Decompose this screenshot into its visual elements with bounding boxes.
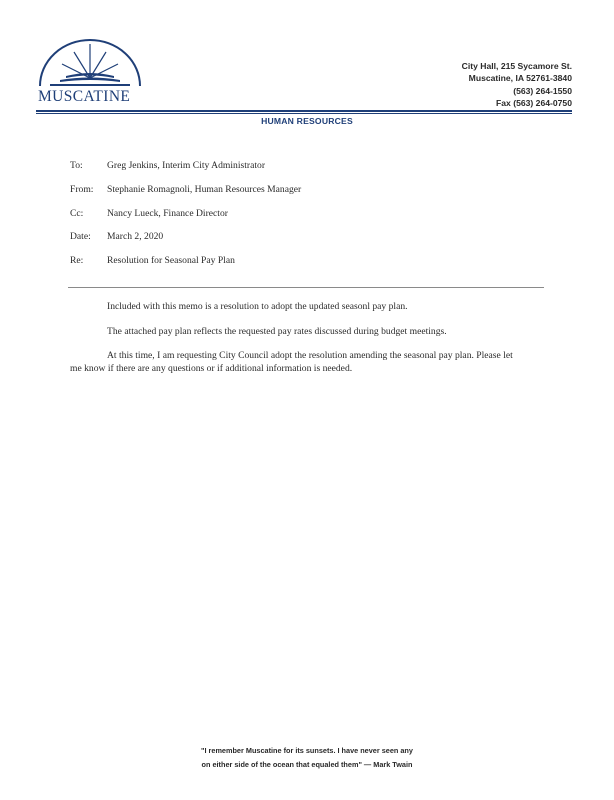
body-paragraph-1: Included with this memo is a resolution to adopt the updated seasonl pay plan.	[107, 301, 408, 312]
address-block	[372, 60, 572, 109]
memo-from-value: Stephanie Romagnoli, Human Resources Manager	[107, 184, 302, 195]
memo-from	[70, 184, 301, 195]
body-paragraph-3-line1: At this time, I am requesting City Council adopt the resolution amending the seasonal pay plan. Please let	[107, 350, 513, 361]
body-paragraph-3-line2: me know if there are any questions or if additional information is needed.	[70, 363, 353, 374]
memo-to-label: To:	[70, 160, 83, 171]
header-rule	[36, 110, 572, 112]
memo-from-label: From:	[70, 184, 94, 195]
memo-cc	[70, 208, 228, 219]
memo-to	[70, 160, 265, 171]
memo-date	[70, 231, 163, 242]
address-fax: Fax (563) 264-0750	[496, 97, 572, 108]
memo-cc-label: Cc:	[70, 208, 84, 219]
sunset-emblem-icon	[36, 38, 144, 90]
address-line2: Muscatine, IA 52761-3840	[468, 73, 572, 84]
memo-to-value: Greg Jenkins, Interim City Administrator	[107, 160, 266, 171]
department-title: HUMAN RESOURCES	[261, 116, 353, 126]
footer-quote-line2: on either side of the ocean that equaled them" — Mark Twain	[201, 760, 413, 769]
footer-quote-line1: "I remember Muscatine for its sunsets. I have never seen any	[201, 746, 413, 755]
memo-re	[70, 255, 235, 266]
memo-divider	[68, 287, 544, 288]
body-paragraph-2: The attached pay plan reflects the requested pay rates discussed during budget meetings.	[107, 326, 447, 337]
memo-re-value: Resolution for Seasonal Pay Plan	[107, 255, 235, 266]
header-rule-thin	[36, 113, 572, 114]
logo-wordmark: MUSCATINE	[38, 88, 131, 105]
memo-date-value: March 2, 2020	[107, 231, 164, 242]
city-logo	[36, 38, 144, 108]
address-phone: (563) 264-1550	[513, 85, 572, 96]
memo-cc-value: Nancy Lueck, Finance Director	[107, 208, 228, 219]
memo-date-label: Date:	[70, 231, 91, 242]
address-line1: City Hall, 215 Sycamore St.	[461, 61, 572, 71]
memo-re-label: Re:	[70, 255, 84, 266]
